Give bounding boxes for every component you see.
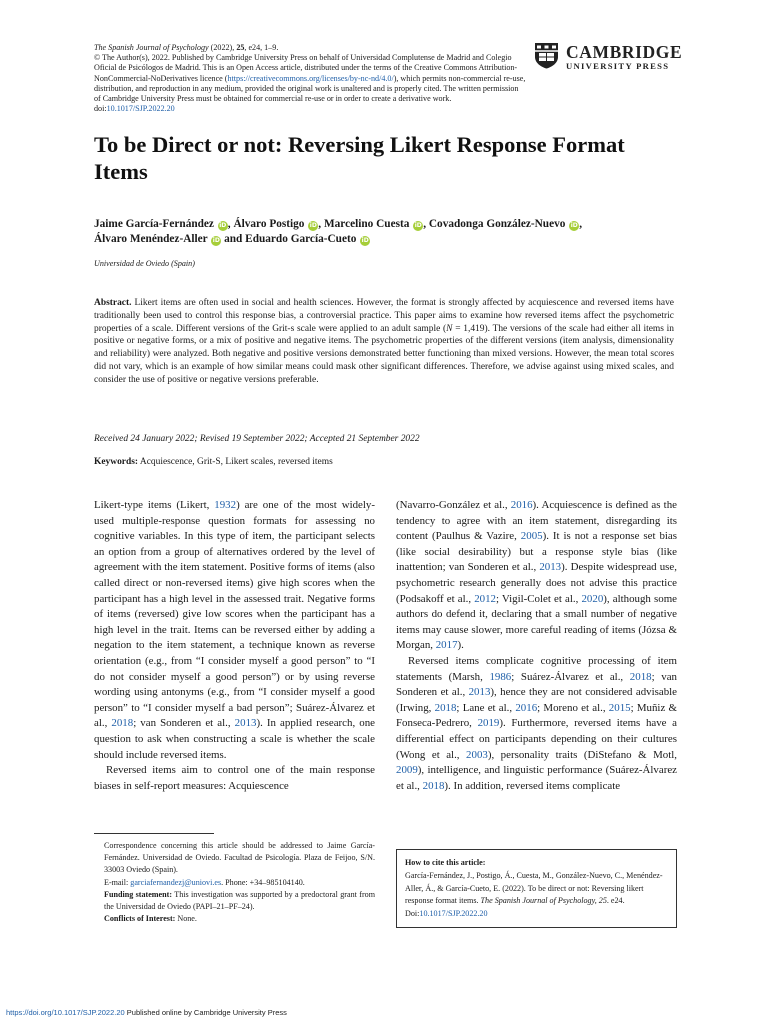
orcid-icon[interactable]: iD <box>212 237 220 245</box>
text-run: ). Acquiescence is defined as the tendency to agree with an item statement, disregarding its content (Paulhus & Vazire, <box>396 499 677 543</box>
journal-citation <box>94 43 526 53</box>
reference-link[interactable]: 2018 <box>111 717 134 730</box>
text-run: Likert-type items (Likert, <box>94 499 215 511</box>
email-link[interactable]: garciafernandezj@uniovi.es <box>130 877 222 887</box>
abstract <box>94 297 674 387</box>
author-separator: , <box>423 218 429 230</box>
copyright-text-2: ), which permits non-commercial re-use, distribution, and reproduction in any medium, provided the original work is unaltered and is properly cited. The written permission of Cambridge University Press must be obtained for commercial re-use or in order to create a derivative work. <box>94 73 526 104</box>
cite-text-1: García-Fernández, J., Postigo, Á., Cuesta, M., González-Nuevo, C., Menéndez-Aller, Á., & García-Cueto, E. (2022). To be direct or not: Reversing likert response format items. <box>405 871 663 906</box>
author-name: Álvaro Menéndez-Aller <box>94 233 208 246</box>
cite-doi-link[interactable]: 10.1017/SJP.2022.20 <box>419 908 488 918</box>
affiliation: Universidad de Oviedo (Spain) <box>94 259 195 268</box>
reference-link[interactable]: 2013 <box>539 561 562 574</box>
conflicts-label: Conflicts of Interest: <box>104 914 176 924</box>
reference-link[interactable]: 2017 <box>435 639 458 652</box>
copyright-text-1: © The Author(s), 2022. Published by Cambridge University Press on behalf of Universidad Complutense de Madrid and Colegio Oficial de Psicólogos de Madrid. This is an Open Access article, distributed under the terms of the Creative Commons Attribution-NonCommercial-NoDerivatives licence ( <box>94 53 518 83</box>
author-separator: , <box>579 218 583 230</box>
text-run: Reversed items complicate cognitive processing of item statements (Marsh, <box>396 654 677 683</box>
cite-journal: The Spanish Journal of Psychology <box>480 896 595 906</box>
keywords-label: Keywords: <box>94 457 139 467</box>
cite-volume: 25 <box>598 896 607 906</box>
author-separator: , <box>318 218 324 230</box>
license-link[interactable]: https://creativecommons.org/licenses/by-nc-nd/4.0/ <box>227 73 394 83</box>
text-run: ), hence they are not considered advisable (Irwing, <box>396 686 677 714</box>
reference-link[interactable]: 2018 <box>629 670 652 683</box>
phone-text: . Phone: +34–985104140. <box>221 877 305 887</box>
reference-link[interactable]: 2018 <box>434 701 457 714</box>
funding-text: This investigation was supported by a predoctoral grant from the Universidad de Oviedo (PAPI–21–PF–24). <box>104 889 375 912</box>
cambridge-logo <box>534 42 684 70</box>
body-paragraph <box>94 498 375 763</box>
conflicts-note <box>94 913 375 925</box>
cite-text-2: , <box>594 896 599 906</box>
text-run: ; Moreno et al., <box>537 701 609 714</box>
email-label: E-mail: <box>104 877 131 887</box>
reference-link[interactable]: 2019 <box>477 717 500 730</box>
doi-link[interactable]: 10.1017/SJP.2022.20 <box>106 104 175 114</box>
citation-year: (2022), <box>208 43 237 52</box>
citation-volume: 25 <box>236 43 245 52</box>
funding-label: Funding statement: <box>104 889 173 899</box>
orcid-icon[interactable]: iD <box>570 222 578 229</box>
author-separator: and <box>221 233 246 246</box>
footer-text: Published online by Cambridge University Press <box>124 1008 287 1017</box>
text-run: ; Muñiz & Fonseca-Pedrero, <box>396 701 677 730</box>
text-run: ; Vigil-Colet et al., <box>495 592 582 605</box>
text-run: ), personality traits (DiStefano & Motl, <box>487 748 678 761</box>
text-run: (Navarro-González et al., <box>396 499 511 511</box>
how-to-cite-box <box>396 849 677 928</box>
reference-link[interactable]: 2012 <box>474 592 496 605</box>
text-run: ). Furthermore, reversed items have a differential effect on participants depending on their cultures (Wong et al., <box>396 717 677 761</box>
reference-link[interactable]: 2013 <box>234 717 257 730</box>
reference-link[interactable]: 2005 <box>520 530 543 543</box>
reference-link[interactable]: 2015 <box>608 701 631 714</box>
text-run: ; van Sonderen et al., <box>133 717 235 730</box>
text-run: ). It is not a response set bias (like social desirability) but a response style bias (like inattention; van Sonderen et al., <box>396 530 678 574</box>
text-run: ). In addition, reversed items complicate <box>444 779 621 792</box>
keywords <box>94 457 333 467</box>
page-footer <box>6 1008 287 1017</box>
text-run: ; Suárez-Álvarez et al., <box>511 670 630 683</box>
conflicts-text: None. <box>175 914 197 924</box>
contact-line <box>94 877 375 889</box>
keywords-text: Acquiescence, Grit-S, Likert scales, reversed items <box>138 457 333 467</box>
funding-note <box>94 889 375 913</box>
author-list <box>94 217 674 247</box>
cite-text <box>405 870 668 920</box>
author-name: Álvaro Postigo <box>233 218 305 230</box>
orcid-icon[interactable]: iD <box>414 222 422 229</box>
author-name: Jaime García-Fernández <box>94 218 214 230</box>
publisher-name: CAMBRIDGE <box>566 42 683 62</box>
footnote-divider <box>94 833 214 834</box>
author-name: Eduardo García-Cueto <box>245 233 357 246</box>
author-separator: , <box>227 218 234 230</box>
cite-heading: How to cite this article: <box>405 858 486 867</box>
body-paragraph: Reversed items aim to control one of the main response biases in self-report measures: Acquiescence <box>94 764 375 792</box>
footnotes <box>94 840 375 925</box>
abstract-text-1: Likert items are often used in social and health sciences. However, the format is strongly affected by acquiescence and reversed items have traditionally been used to control this response bias, a controversial practice. This paper aims to examine how reversed items affect the psychometric properties of a scale. Different versions of the Grit-s scale were applied to an adult sample ( <box>94 298 674 334</box>
text-run: ), although some authors do defend it, declaring that a small number of negative items may cause slower, more careful reading of items (Józsa & Morgan, <box>396 592 677 652</box>
footer-doi-link[interactable]: https://doi.org/10.1017/SJP.2022.20 <box>6 1008 125 1017</box>
body-column-left <box>94 498 375 794</box>
reference-link[interactable]: 2016 <box>510 499 533 511</box>
citation-pages: , e24, 1–9. <box>244 43 279 52</box>
doi-label: doi: <box>94 104 107 114</box>
text-run: ). Despite widespread use, psychometric research generally does not advise this practice (Podsakoff et al., <box>396 561 677 605</box>
correspondence-note: Correspondence concerning this article should be addressed to Jaime García-Fernández. Universidad de Oviedo. Facultad de Psicología. Plaza de Feijoo, S/N. 33003 Oviedo (Spain). <box>104 841 375 875</box>
reference-link[interactable]: 1932 <box>214 499 237 511</box>
text-run: ) are one of the most widely-used multiple-response question formats for assessing no cognitive variables. In this type of item, the participant selects an option from a group of alternatives ordered by the level of agreement with the item statement. Positive forms of items (also called direct or non-reversed items) give high scores when the participant has a high level in the assessed trait. Negative forms of items (reversed) give low scores when the participant has a high level in the trait. Items can be reversed either by adding a negation to the item statement, a technique known as reverse orientation (e.g., from “I consider myself a good person” to “I do not consider myself a good person”) or by using reverse wording using antonyms (e.g., from “I consider myself a good person” to “I consider myself a bad person”; Suárez-Álvarez et al., <box>94 499 375 730</box>
text-run: ; van Sonderen et al., <box>396 670 677 699</box>
text-run: ), intelligence, and linguistic performance (Suárez-Álvarez et al., <box>396 764 677 792</box>
copyright-notice <box>94 53 526 104</box>
received-dates: Received 24 January 2022; Revised 19 September 2022; Accepted 21 September 2022 <box>94 434 420 444</box>
body-column-right <box>396 498 677 794</box>
text-run: ; Lane et al., <box>456 701 516 714</box>
text-run: ). In applied research, one question to ask when constructing a scale is whether the scale should include reversed items. <box>94 717 375 761</box>
university-crest-icon <box>534 42 559 69</box>
body-paragraph <box>396 498 677 654</box>
abstract-label: Abstract. <box>94 298 132 308</box>
journal-name: The Spanish Journal of Psychology <box>94 43 209 52</box>
orcid-icon[interactable]: iD <box>309 222 317 229</box>
abstract-n-symbol: N <box>446 323 453 334</box>
orcid-icon[interactable]: iD <box>219 222 227 229</box>
article-metadata <box>94 43 526 114</box>
text-run: ). <box>457 639 464 652</box>
publisher-subtitle: UNIVERSITY PRESS <box>566 61 670 71</box>
reference-link[interactable]: 2016 <box>515 701 538 714</box>
reference-link[interactable]: 2003 <box>466 748 488 761</box>
cite-text-3: . e24. Doi: <box>405 896 625 918</box>
body-paragraph <box>396 654 677 794</box>
reference-link[interactable]: 2018 <box>422 779 445 792</box>
reference-link[interactable]: 2020 <box>581 592 604 605</box>
doi-line <box>94 104 526 114</box>
reference-link[interactable]: 1986 <box>489 670 512 683</box>
orcid-icon[interactable]: iD <box>361 237 369 245</box>
author-name: Covadonga González-Nuevo <box>428 218 566 230</box>
abstract-text-2: = 1,419). The versions of the scale had either all items in positive or negative forms, or a mix of positive and negative items. The psychometric properties of the different versions (item analysis, dimensionality and reliability) were analyzed. Both negative and positive versions demonstrated better functioning than mixed versions. However, the mean total scores did not vary, which is an example of how similar means could mask other significant differences. Therefore, we advise against using mixed scales, and consider the use of positive or negative versions preferable. <box>94 323 674 385</box>
reference-link[interactable]: 2013 <box>468 686 491 699</box>
article-title: To be Direct or not: Reversing Likert Response Format Items <box>94 132 625 184</box>
reference-link[interactable]: 2009 <box>396 764 418 777</box>
author-name: Marcelino Cuesta <box>323 218 410 230</box>
